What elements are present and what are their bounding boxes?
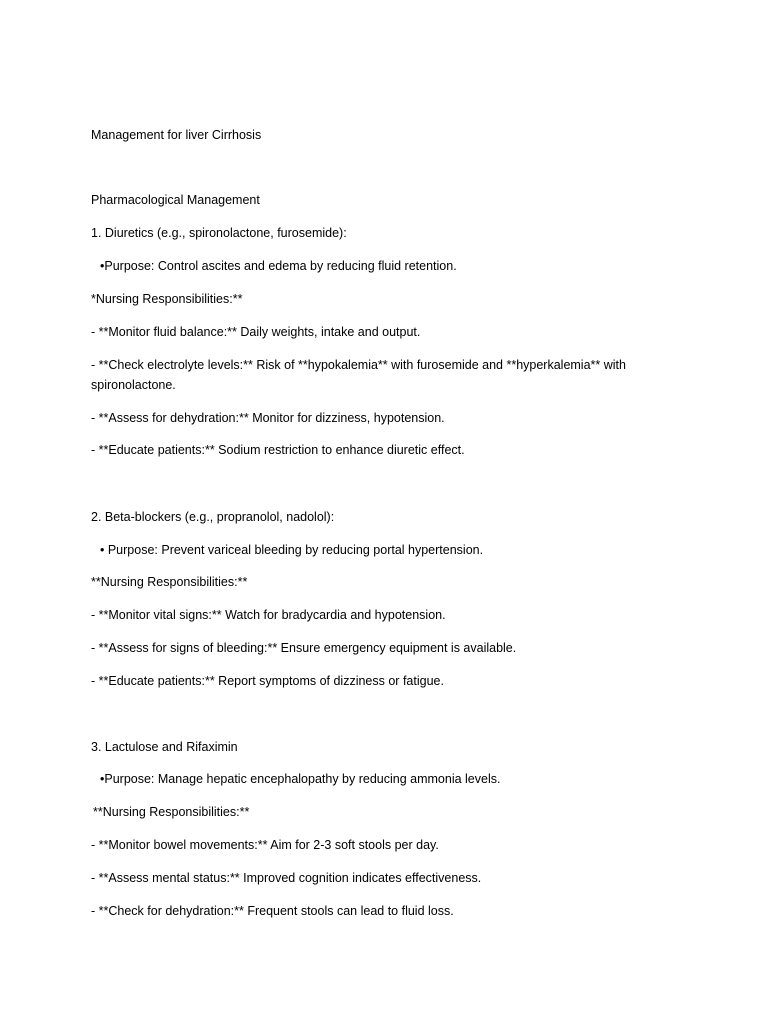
responsibility-point: - **Monitor fluid balance:** Daily weights, intake and output. xyxy=(91,325,421,339)
responsibility-point: - **Assess mental status:** Improved cognition indicates effectiveness. xyxy=(91,871,482,885)
responsibility-point: - **Educate patients:** Report symptoms of dizziness or fatigue. xyxy=(91,674,444,688)
responsibility-point: - **Assess for signs of bleeding:** Ensure emergency equipment is available. xyxy=(91,641,517,655)
responsibilities-heading: **Nursing Responsibilities:** xyxy=(91,575,248,589)
responsibilities-heading: **Nursing Responsibilities:** xyxy=(93,805,250,819)
responsibility-point: - **Monitor bowel movements:** Aim for 2-3 soft stools per day. xyxy=(91,838,439,852)
document-title: Management for liver Cirrhosis xyxy=(91,128,262,142)
item-purpose: •Purpose: Control ascites and edema by reducing fluid retention. xyxy=(100,259,457,273)
item-purpose: • Purpose: Prevent variceal bleeding by reducing portal hypertension. xyxy=(100,543,484,557)
responsibility-point: - **Check for dehydration:** Frequent stools can lead to fluid loss. xyxy=(91,904,454,918)
item-heading: 2. Beta-blockers (e.g., propranolol, nadolol): xyxy=(91,510,335,524)
item-heading: 3. Lactulose and Rifaximin xyxy=(91,740,238,754)
section-heading: Pharmacological Management xyxy=(91,193,260,207)
responsibility-point: - **Check electrolyte levels:** Risk of **hypokalemia** with furosemide and **hyperkalemia** with spironolactone. xyxy=(91,358,626,392)
responsibility-point: - **Educate patients:** Sodium restriction to enhance diuretic effect. xyxy=(91,443,465,457)
responsibilities-heading: *Nursing Responsibilities:** xyxy=(91,292,243,306)
responsibility-point: - **Assess for dehydration:** Monitor for dizziness, hypotension. xyxy=(91,411,445,425)
responsibility-point: - **Monitor vital signs:** Watch for bradycardia and hypotension. xyxy=(91,608,446,622)
item-purpose: •Purpose: Manage hepatic encephalopathy by reducing ammonia levels. xyxy=(100,772,501,786)
item-heading: 1. Diuretics (e.g., spironolactone, furosemide): xyxy=(91,226,347,240)
